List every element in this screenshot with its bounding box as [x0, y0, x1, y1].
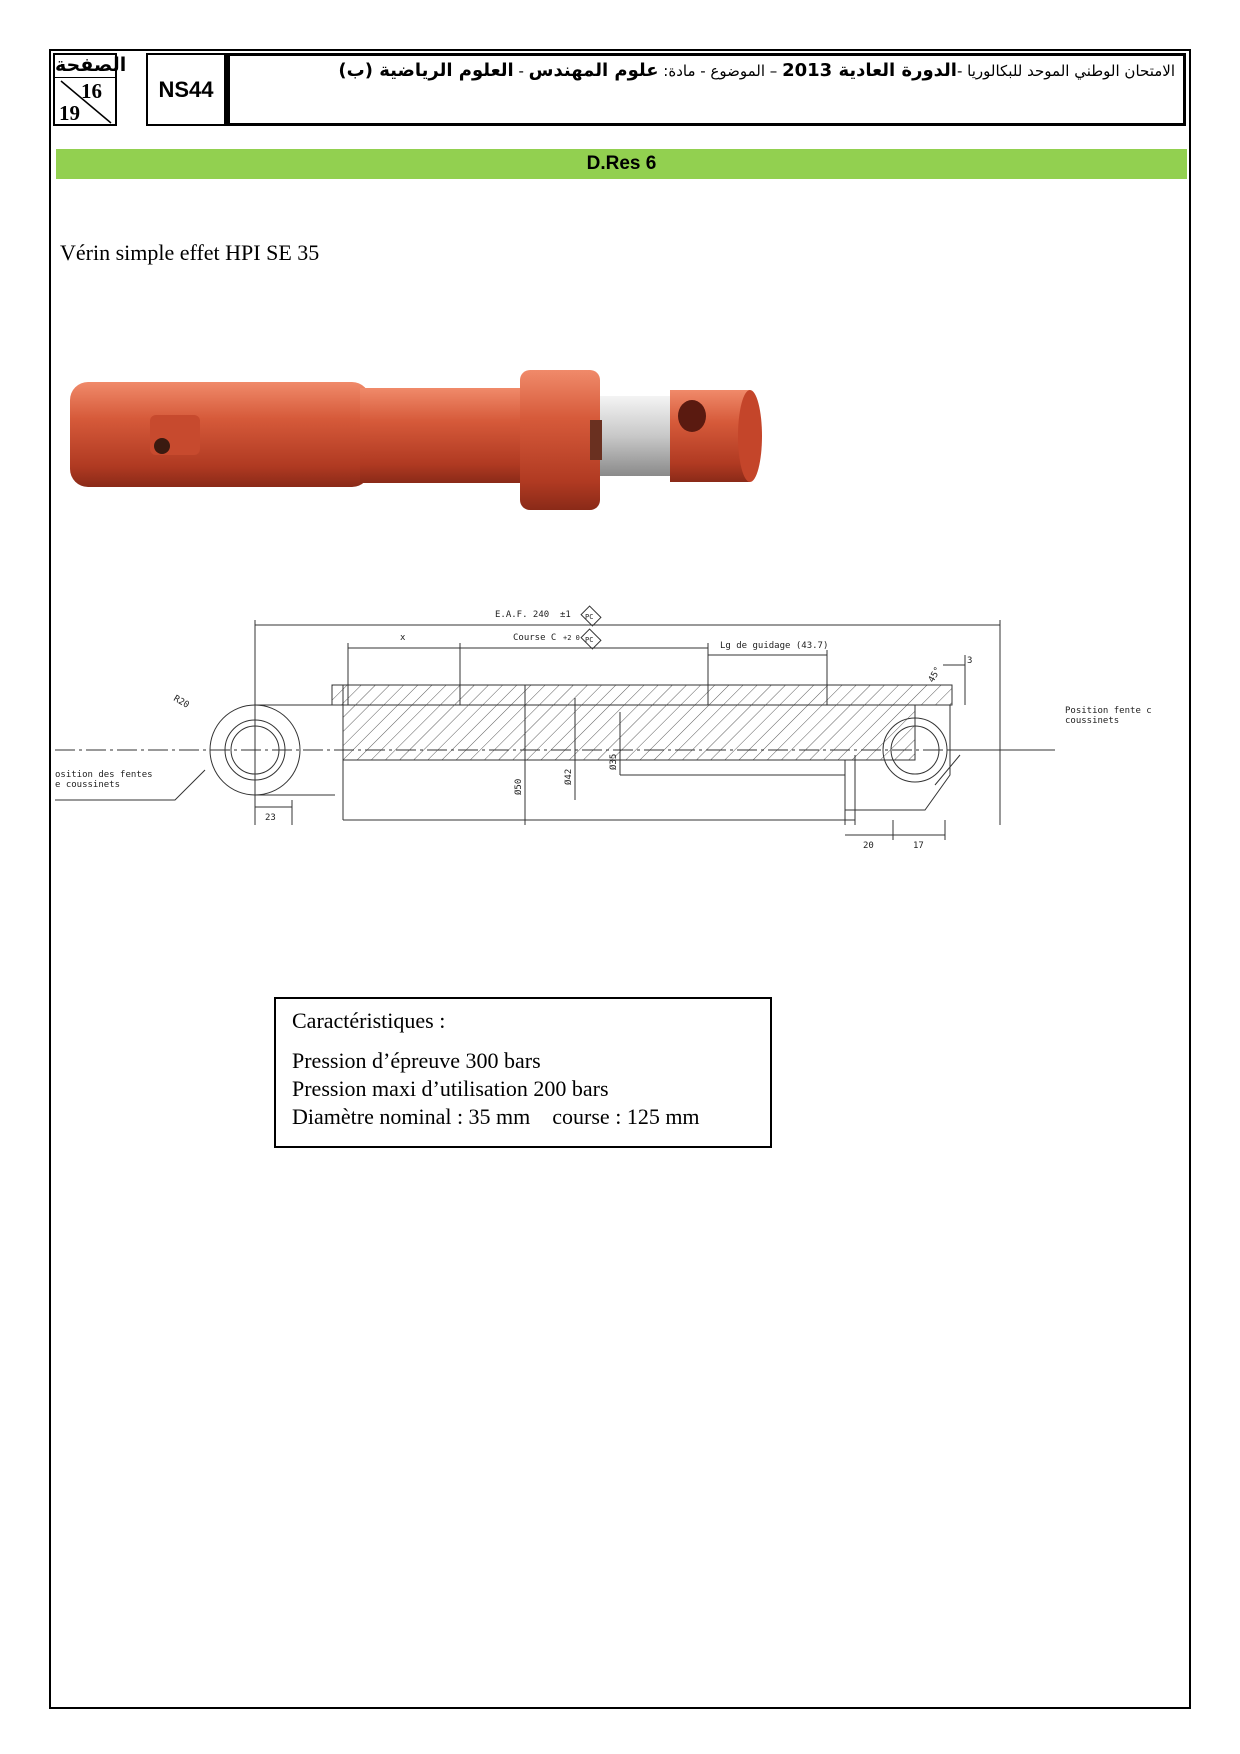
page-current: 16 — [81, 79, 102, 103]
pos-left-1: osition des fentes — [55, 770, 153, 780]
page-total: 19 — [59, 101, 80, 125]
dim-20: 20 — [863, 841, 874, 851]
title-track: العلوم الرياضية (ب) — [338, 60, 514, 81]
title-sep: - — [513, 62, 529, 80]
pc-mark-1: PC — [585, 613, 594, 621]
characteristics-box — [274, 997, 772, 1148]
dim-eaf: E.A.F. 240 — [495, 610, 550, 620]
title-prefix: الامتحان الوطني الموحد للبكالوريا - — [956, 62, 1175, 80]
exam-title — [226, 53, 1186, 126]
subject-title: Vérin simple effet HPI SE 35 — [60, 240, 320, 265]
characteristics-line-3: Diamètre nominal : 35 mm course : 125 mm — [292, 1104, 700, 1129]
document-reference-banner: D.Res 6 — [56, 149, 1187, 179]
pc-mark-2: PC — [585, 636, 594, 644]
dim-17: 17 — [913, 841, 924, 851]
dim-d42: Ø42 — [564, 768, 574, 785]
characteristics-line-1: Pression d’épreuve 300 bars — [292, 1048, 541, 1073]
cylinder-photo — [60, 360, 780, 520]
title-session: الدورة العادية 2013 — [782, 60, 957, 81]
dim-45: 45° — [926, 665, 944, 685]
dim-guidage: Lg de guidage (43.7) — [720, 641, 829, 651]
dim-x: x — [400, 633, 406, 643]
pos-right-1: Position fente c — [1065, 706, 1152, 716]
dim-23: 23 — [265, 813, 276, 823]
dim-r20: R20 — [171, 693, 191, 711]
characteristics-line-2: Pression maxi d’utilisation 200 bars — [292, 1076, 609, 1101]
dim-d35: Ø35 — [609, 753, 619, 770]
exam-code: NS44 — [146, 53, 226, 126]
dim-d50: Ø50 — [514, 778, 524, 795]
dim-course-tol: +2 0 — [563, 634, 580, 642]
characteristics-heading: Caractéristiques : — [292, 1008, 446, 1033]
dim-3: 3 — [967, 656, 973, 666]
pos-left-2: e coussinets — [55, 780, 121, 790]
page-frame — [49, 49, 1191, 1709]
page-number-box — [53, 53, 127, 126]
dim-eaf-tol: ±1 — [560, 610, 571, 620]
technical-drawing — [55, 595, 1170, 860]
page-label: الصفحة — [55, 54, 127, 76]
title-subject: علوم المهندس — [528, 60, 659, 81]
dim-course: Course C — [513, 633, 557, 643]
title-mid: – الموضوع - مادة: — [658, 62, 783, 80]
pos-right-2: coussinets — [1065, 716, 1120, 726]
